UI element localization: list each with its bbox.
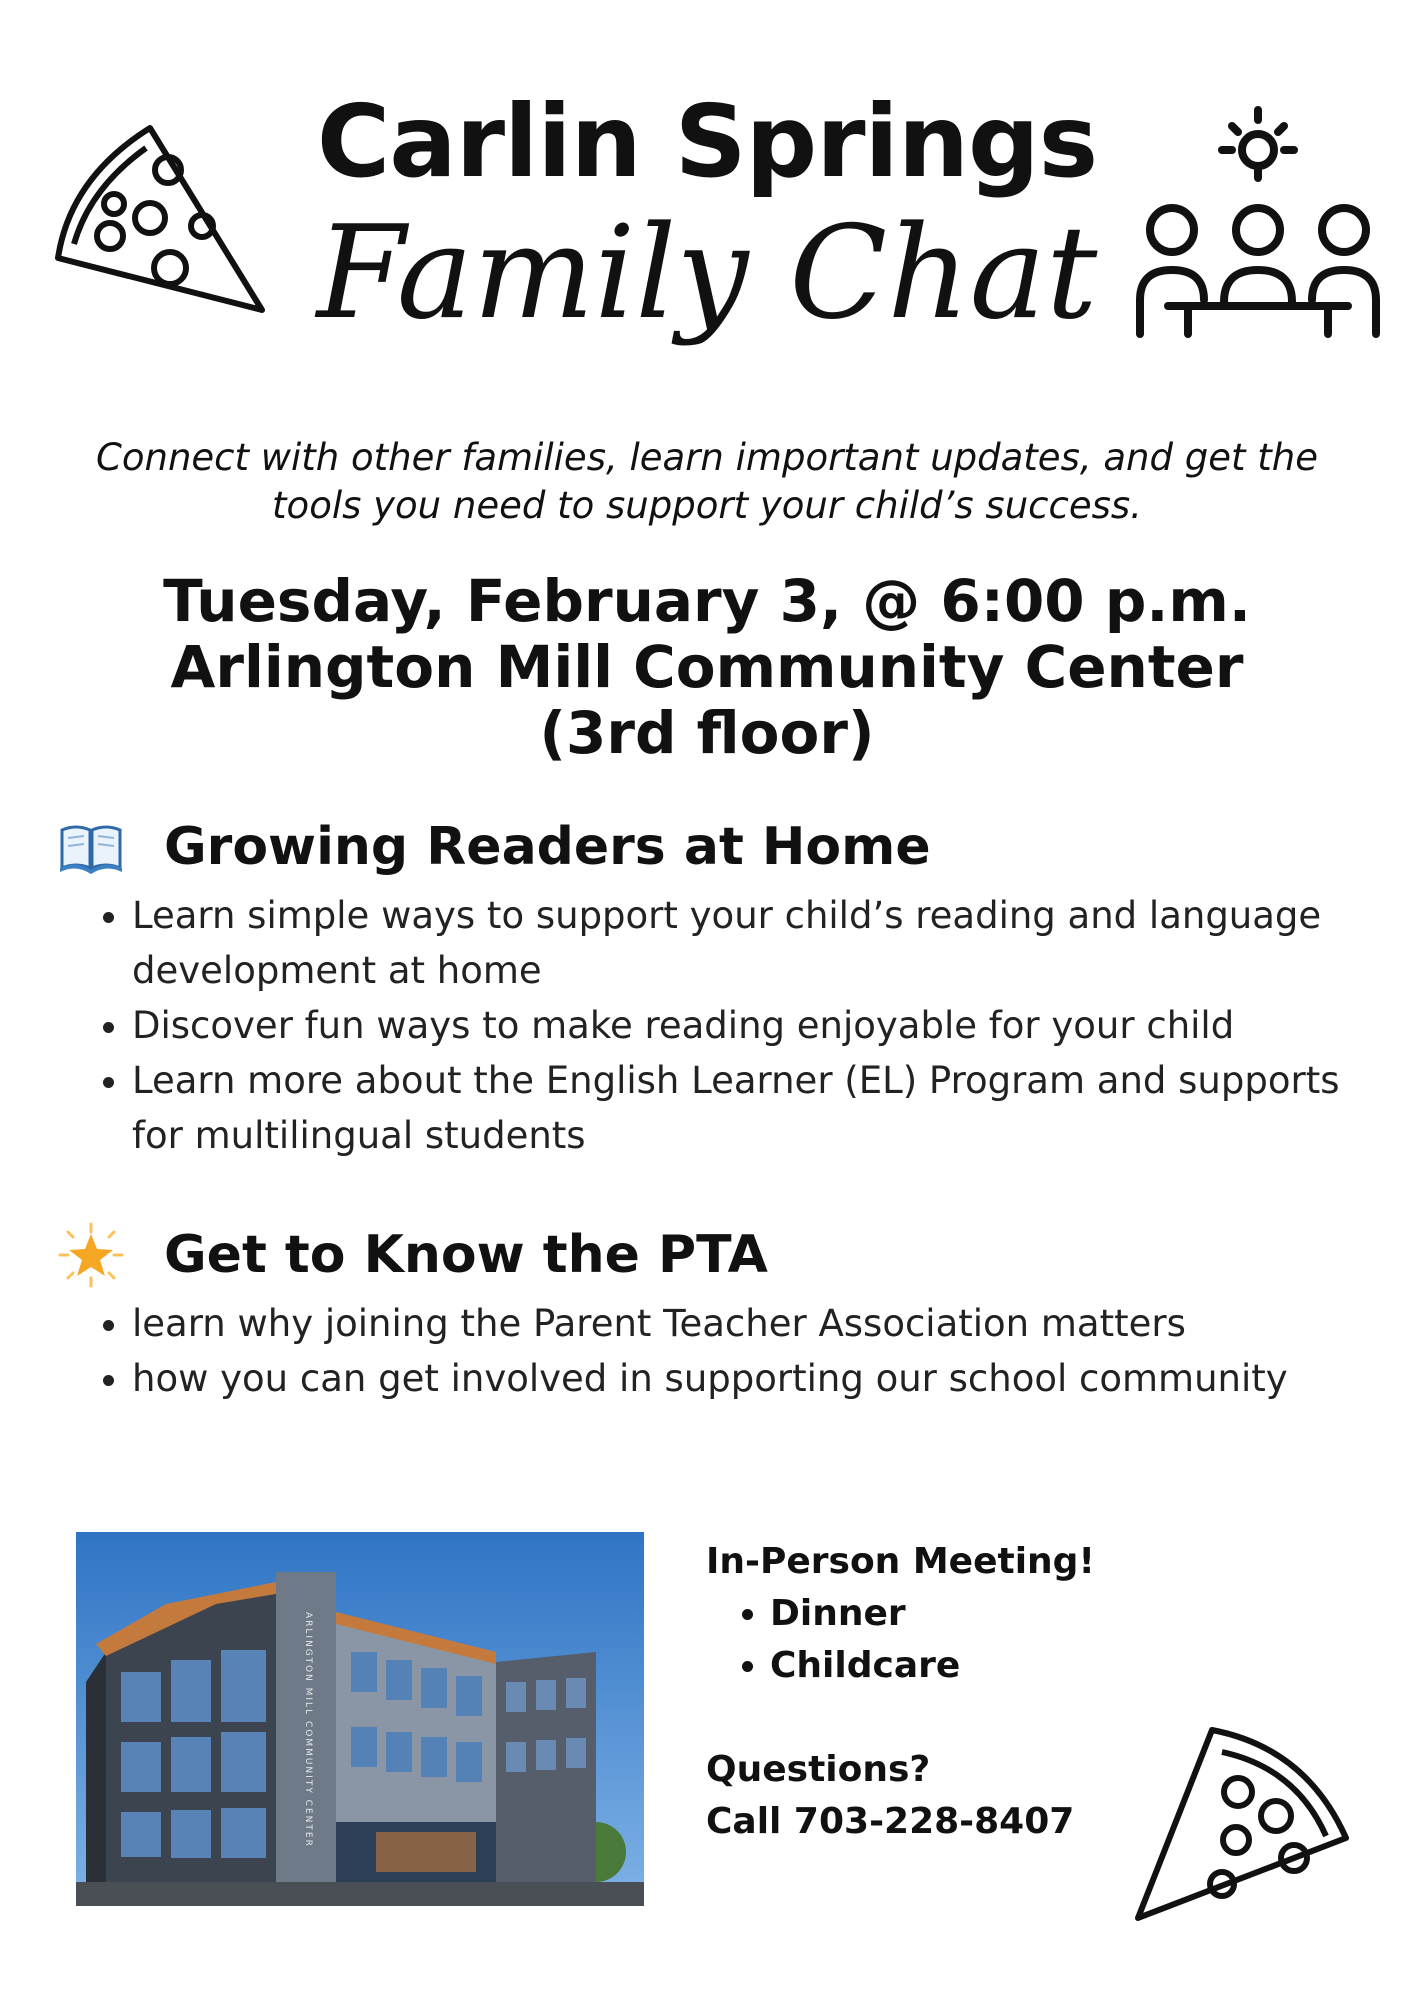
- event-location: Arlington Mill Community Center: [170, 633, 1244, 701]
- questions-label: Questions?: [706, 1749, 931, 1790]
- list-item: • Learn more about the English Learner (EL) Program and supports for multilingual students: [132, 1053, 1358, 1163]
- list-item: • Childcare: [770, 1640, 1206, 1692]
- section-title: Get to Know the PTA: [164, 1225, 768, 1285]
- section-heading: [58, 812, 1358, 882]
- section-growing-readers: [58, 812, 1358, 1163]
- section-title: Growing Readers at Home: [164, 817, 931, 877]
- bullet-list: [58, 1296, 1358, 1406]
- bullet-list: [58, 888, 1358, 1163]
- community-center-photo: [76, 1532, 644, 1906]
- list-item: • learn why joining the Parent Teacher Association matters: [132, 1296, 1358, 1351]
- list-item: • how you can get involved in supporting our school community: [132, 1351, 1358, 1406]
- title-line-1: Carlin Springs: [316, 83, 1098, 200]
- title-line-2: Family Chat: [316, 199, 1098, 348]
- phone-number: Call 703-228-8407: [706, 1801, 1075, 1842]
- open-book-icon: [58, 814, 124, 880]
- section-heading: [58, 1220, 1358, 1290]
- people-meeting-lightbulb-icon: [1128, 102, 1388, 342]
- star-icon: [58, 1222, 124, 1288]
- event-floor: (3rd floor): [539, 699, 875, 767]
- pizza-slice-icon: [1126, 1718, 1356, 1928]
- event-info: [0, 568, 1414, 766]
- list-item: • Discover fun ways to make reading enjoyable for your child: [132, 998, 1358, 1053]
- event-date-time: Tuesday, February 3, @ 6:00 p.m.: [163, 567, 1251, 635]
- tagline: Connect with other families, learn important updates, and get the tools you need to support your child’s success.: [96, 436, 1318, 527]
- details-list: [706, 1588, 1206, 1692]
- building-sign: ARLINGTON MILL COMMUNITY CENTER: [303, 1612, 313, 1848]
- list-item: • Learn simple ways to support your child’s reading and language development at home: [132, 888, 1358, 998]
- list-item: • Dinner: [770, 1588, 1206, 1640]
- details-heading: In-Person Meeting!: [706, 1541, 1095, 1582]
- section-pta: [58, 1220, 1358, 1406]
